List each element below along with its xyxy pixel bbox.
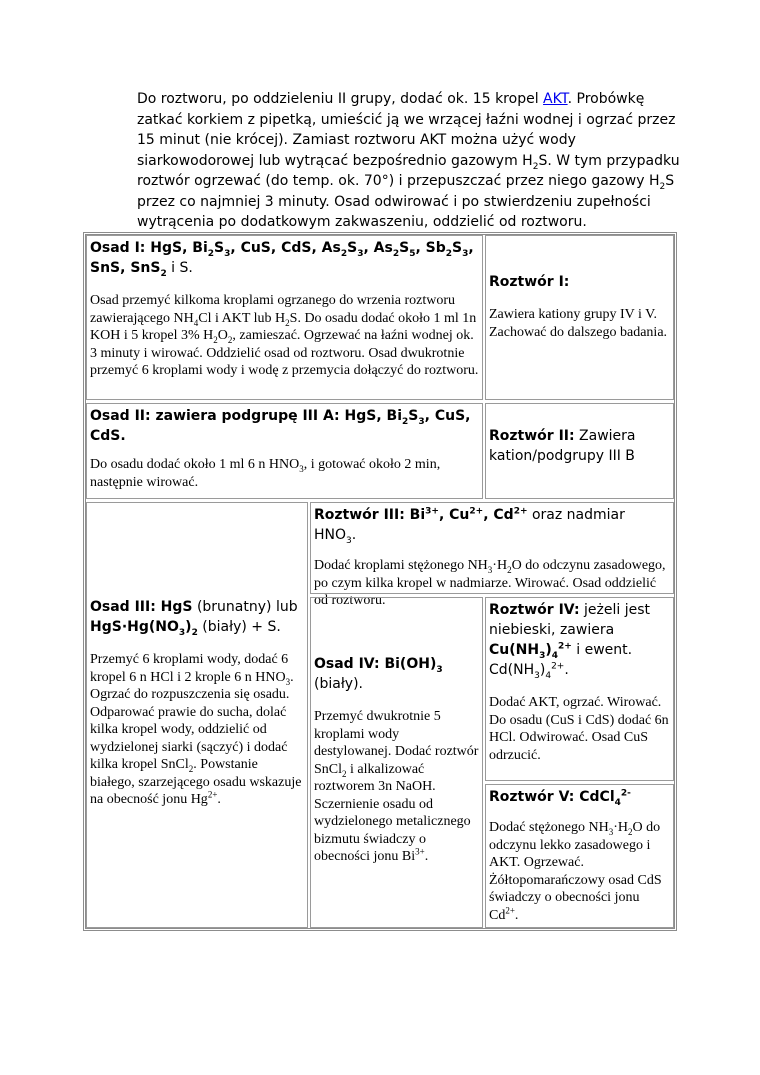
intro-sub: 2	[659, 181, 666, 192]
roztwor-4-title: Roztwór IV: jeżeli jest niebieski, zawiera $Cu(NH_3)_4^{2+}$ i ewent. $Cd(NH_3)_4^{2+}$.	[489, 602, 651, 681]
osad-4-title: Osad IV: $Bi(OH)_3$ (biały).	[314, 656, 443, 692]
roztwor-4-cell	[485, 597, 674, 781]
intro-paragraph	[137, 89, 682, 233]
osad-4-cell	[310, 597, 483, 928]
roztwor-1-title: Roztwór I:	[489, 274, 570, 290]
roztwor-1-cell	[485, 235, 674, 400]
roztwor-5-title: Roztwór V: CdCl$_4^{2-}$	[489, 788, 631, 808]
roztwor-3-cell	[310, 502, 674, 608]
osad-3-body: Przemyć 6 kroplami wody, dodać 6 kropel 6 n HCl i 2 krople 6 n $HNO_3$. Ogrzać do rozpuszczenia się osadu. Odparować prawie do sucha, dolać kilka kropel wody, oddzielić od wydzielonej siarki (sączyć) i dodać kilka kropel SnCl$_2$. Powstanie białego, szarzejącego osadu wskazuje na obecność jonu $Hg^{2+}$.	[90, 652, 302, 807]
intro-text-1: Do roztworu, po oddzieleniu II grupy, dodać ok. 15 kropel	[137, 91, 544, 107]
roztwor-3-body: Dodać kroplami stężonego $NH_3\cdot H_2O$ do odczynu zasadowego, po czym kilka kropel w nadmiarze. Wirować. Osad oddzielić od roztworu.	[314, 558, 666, 608]
roztwor-5-cell	[485, 784, 674, 928]
osad-3-title: Osad III: HgS (brunatny) lub $HgS\cdot Hg(NO_3)_2$ (biały) + S.	[90, 599, 298, 638]
akt-link[interactable]: AKT	[543, 91, 568, 107]
osad-2-body: Do osadu dodać około 1 ml 6 n $HNO_3$, i gotować około 2 min, następnie wirować.	[90, 457, 441, 490]
intro-sub: 2	[532, 161, 539, 172]
osad-1-title: Osad I: HgS, $Bi_2S_3$, CuS, CdS, $As_2S_3$, $As_2S_5$, $Sb_2S_3$, SnS, SnS$_2$ i S.	[90, 240, 474, 279]
roztwor-2-cell	[485, 403, 674, 499]
roztwor-5-body: Dodać stężonego $NH_3\cdot H_2O$ do odczynu lekko zasadowego i AKT. Ogrzewać. Żółtopomarańczowy osad CdS świadczy o obecności jonu $Cd^{2+}$.	[489, 820, 662, 923]
osad-2-title: Osad II: zawiera podgrupę III A: HgS, $Bi_2S_3$, CuS, CdS.	[90, 408, 471, 444]
roztwor-3-title: Roztwór III: $Bi^{3+}$, $Cu^{2+}$, $Cd^{2+}$ oraz nadmiar $HNO_3$.	[314, 506, 625, 546]
osad-1-cell	[86, 235, 483, 400]
intro-text-4: S przez co najmniej 3 minuty. Osad odwirować i po stwierdzeniu zupełności wytrącenia po dodatkowym zakwaszeniu, oddzielić od roztworu.	[137, 173, 675, 230]
roztwor-4-body: Dodać AKT, ogrzać. Wirować. Do osadu (CuS i CdS) dodać 6n HCl. Odwirować. Osad CuS odrzucić.	[489, 695, 669, 763]
osad-3-cell	[86, 502, 308, 928]
intro-text-3: S. W tym przypadku roztwór ogrzewać (do temp. ok. 70°) i przepuszczać przez niego gazowy H	[137, 152, 680, 189]
roztwor-2-text: Roztwór II: Zawiera kation/podgrupy III B	[489, 428, 636, 464]
osad-4-body: Przemyć dwukrotnie 5 kroplami wody destylowanej. Dodać roztwór SnCl$_2$ i alkalizować roztworem 3n NaOH. Sczernienie osadu od wydzielonego metalicznego bizmutu świadczy o obecności jonu $Bi^{3+}$.	[314, 709, 479, 864]
osad-2-cell	[86, 403, 483, 499]
intro-text-2: . Probówkę zatkać korkiem z pipetką, umieścić ją we wrzącej łaźni wodnej i ogrzać przez 15 minut (nie krócej). Zamiast roztworu AKT można użyć wody siarkowodorowej lub wytrącać bezpośrednio gazowym H	[137, 91, 676, 169]
osad-1-body: Osad przemyć kilkoma kroplami ogrzanego do wrzenia roztworu zawierającego $NH_4Cl$ i AKT lub $H_2S$. Do osadu dodać około 1 ml 1n KOH i 5 kropel 3% $H_2O_2$, zamieszać. Ogrzewać na łaźni wodnej ok. 3 minuty i wirować. Oddzielić osad od roztworu. Osad dwukrotnie przemyć 6 kroplami wody i wodę z przemycia dołączyć do roztworu.	[90, 293, 479, 378]
roztwor-1-body: Zawiera kationy grupy IV i V. Zachować do dalszego badania.	[489, 307, 668, 340]
